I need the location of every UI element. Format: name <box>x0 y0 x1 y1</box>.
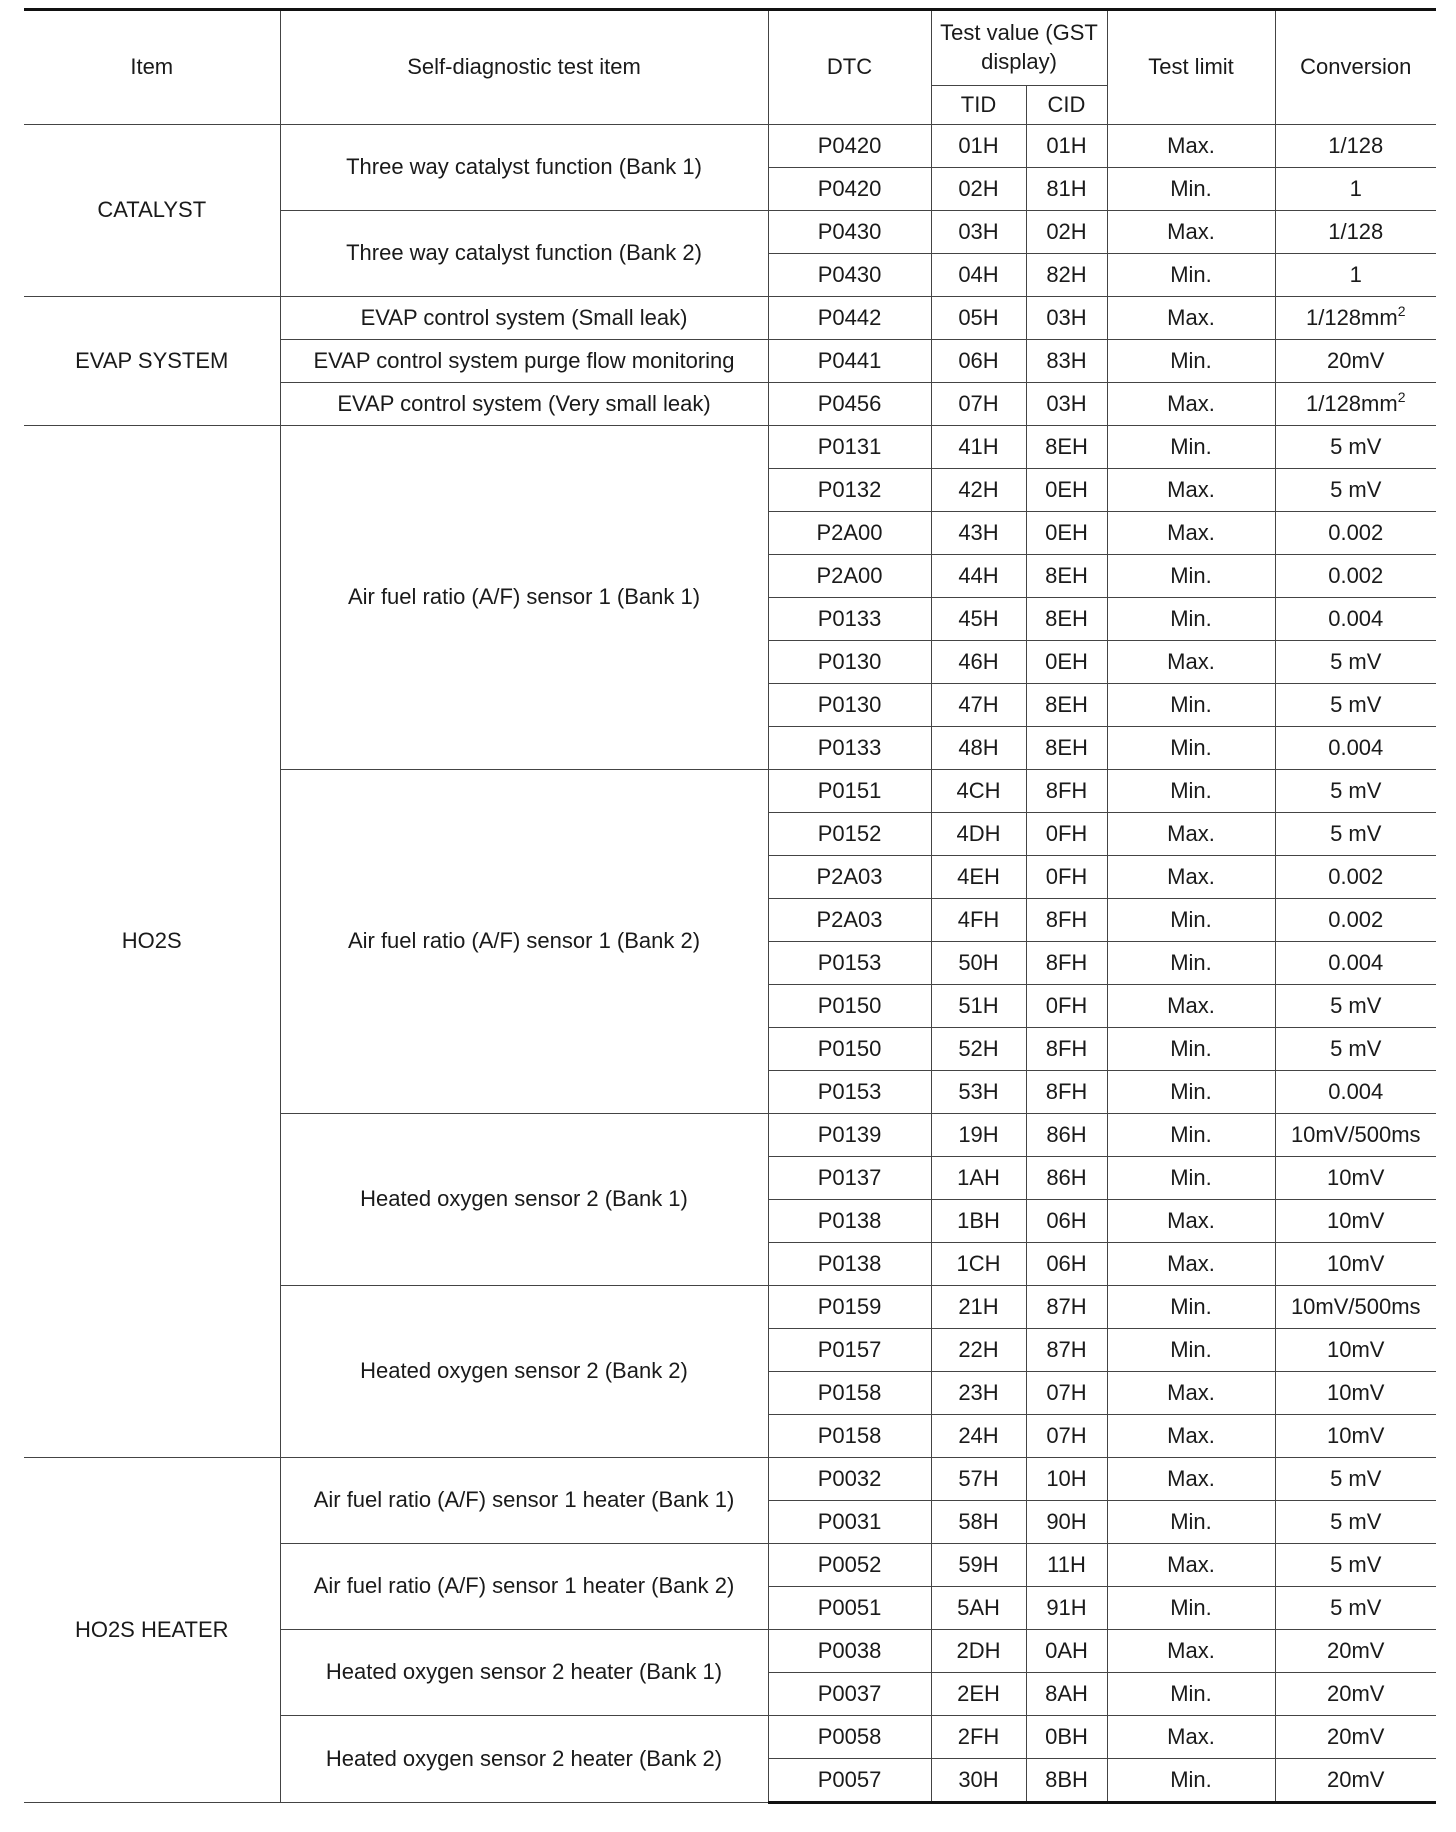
dtc-cell: P2A03 <box>768 899 931 942</box>
test-item-cell: Air fuel ratio (A/F) sensor 1 (Bank 2) <box>280 770 768 1114</box>
tid-cell: 22H <box>931 1329 1026 1372</box>
conversion-cell <box>1275 1415 1436 1458</box>
cid-cell: 8AH <box>1026 1673 1107 1716</box>
cid-cell: 06H <box>1026 1243 1107 1286</box>
self-diagnostic-table <box>24 8 1436 1804</box>
tid-cell: 1AH <box>931 1157 1026 1200</box>
test-limit-cell: Min. <box>1107 1157 1275 1200</box>
tid-cell: 24H <box>931 1415 1026 1458</box>
cid-cell: 8FH <box>1026 942 1107 985</box>
tid-cell: 59H <box>931 1544 1026 1587</box>
dtc-cell: P2A00 <box>768 512 931 555</box>
test-item-cell: EVAP control system purge flow monitoring <box>280 340 768 383</box>
conversion-cell <box>1275 1458 1436 1501</box>
conversion-value: 5 mV <box>1330 992 1382 1018</box>
cid-cell: 8FH <box>1026 770 1107 813</box>
tid-cell: 04H <box>931 254 1026 297</box>
conversion-cell <box>1275 1372 1436 1415</box>
test-limit-cell: Min. <box>1107 942 1275 985</box>
test-limit-cell: Max. <box>1107 297 1275 340</box>
cid-cell: 8EH <box>1026 727 1107 770</box>
test-item-cell: EVAP control system (Small leak) <box>280 297 768 340</box>
conversion-cell <box>1275 985 1436 1028</box>
test-limit-cell: Max. <box>1107 1243 1275 1286</box>
dtc-cell: P0139 <box>768 1114 931 1157</box>
conversion-value: 1/128mm <box>1305 304 1398 330</box>
tid-cell: 46H <box>931 641 1026 684</box>
test-limit-cell: Min. <box>1107 1286 1275 1329</box>
dtc-cell: P0150 <box>768 985 931 1028</box>
conversion-value: 5 mV <box>1330 476 1382 502</box>
test-limit-cell: Max. <box>1107 125 1275 168</box>
test-limit-cell: Min. <box>1107 1071 1275 1114</box>
dtc-cell: P0153 <box>768 1071 931 1114</box>
conversion-value: 5 mV <box>1330 433 1382 459</box>
cid-cell: 11H <box>1026 1544 1107 1587</box>
conversion-value: 5 mV <box>1330 1508 1382 1534</box>
test-limit-cell: Min. <box>1107 684 1275 727</box>
dtc-cell: P0130 <box>768 684 931 727</box>
cid-cell: 03H <box>1026 297 1107 340</box>
conversion-cell <box>1275 383 1436 426</box>
cid-cell: 01H <box>1026 125 1107 168</box>
header-test-value: Test value (GST display) <box>931 10 1107 86</box>
cid-cell: 0FH <box>1026 856 1107 899</box>
cid-cell: 8EH <box>1026 598 1107 641</box>
conversion-value: 5 mV <box>1330 820 1382 846</box>
cid-cell: 8EH <box>1026 684 1107 727</box>
cid-cell: 87H <box>1026 1329 1107 1372</box>
conversion-cell <box>1275 211 1436 254</box>
test-limit-cell: Max. <box>1107 813 1275 856</box>
conversion-cell <box>1275 727 1436 770</box>
conversion-cell <box>1275 555 1436 598</box>
dtc-cell: P0133 <box>768 727 931 770</box>
conversion-cell <box>1275 1716 1436 1759</box>
test-limit-cell: Min. <box>1107 426 1275 469</box>
cid-cell: 8FH <box>1026 899 1107 942</box>
conversion-cell <box>1275 942 1436 985</box>
conversion-value: 0.002 <box>1328 519 1384 545</box>
cid-cell: 91H <box>1026 1587 1107 1630</box>
test-item-cell: Heated oxygen sensor 2 (Bank 2) <box>280 1286 768 1458</box>
cid-cell: 8BH <box>1026 1759 1107 1803</box>
tid-cell: 41H <box>931 426 1026 469</box>
cid-cell: 0FH <box>1026 813 1107 856</box>
cid-cell: 87H <box>1026 1286 1107 1329</box>
tid-cell: 23H <box>931 1372 1026 1415</box>
tid-cell: 42H <box>931 469 1026 512</box>
cid-cell: 83H <box>1026 340 1107 383</box>
dtc-cell: P0151 <box>768 770 931 813</box>
test-limit-cell: Max. <box>1107 1458 1275 1501</box>
tid-cell: 2FH <box>931 1716 1026 1759</box>
table-row <box>24 1458 1436 1501</box>
item-cell: EVAP SYSTEM <box>24 297 280 426</box>
conversion-value: 1 <box>1349 175 1362 201</box>
dtc-cell: P0037 <box>768 1673 931 1716</box>
dtc-cell: P0038 <box>768 1630 931 1673</box>
dtc-cell: P0051 <box>768 1587 931 1630</box>
dtc-cell: P0138 <box>768 1243 931 1286</box>
cid-cell: 07H <box>1026 1415 1107 1458</box>
tid-cell: 1CH <box>931 1243 1026 1286</box>
conversion-exponent: 2 <box>1397 302 1406 319</box>
conversion-cell <box>1275 426 1436 469</box>
tid-cell: 2EH <box>931 1673 1026 1716</box>
tid-cell: 53H <box>931 1071 1026 1114</box>
cid-cell: 02H <box>1026 211 1107 254</box>
table-row <box>24 125 1436 168</box>
tid-cell: 21H <box>931 1286 1026 1329</box>
test-item-cell: Three way catalyst function (Bank 2) <box>280 211 768 297</box>
conversion-cell <box>1275 340 1436 383</box>
dtc-cell: P0157 <box>768 1329 931 1372</box>
test-limit-cell: Min. <box>1107 1587 1275 1630</box>
dtc-cell: P0420 <box>768 168 931 211</box>
test-limit-cell: Min. <box>1107 598 1275 641</box>
conversion-cell <box>1275 512 1436 555</box>
header-item: Item <box>24 10 280 125</box>
cid-cell: 10H <box>1026 1458 1107 1501</box>
conversion-value: 10mV <box>1327 1336 1385 1362</box>
tid-cell: 07H <box>931 383 1026 426</box>
conversion-value: 0.002 <box>1328 562 1384 588</box>
tid-cell: 5AH <box>931 1587 1026 1630</box>
test-limit-cell: Min. <box>1107 1673 1275 1716</box>
cid-cell: 81H <box>1026 168 1107 211</box>
item-cell: HO2S <box>24 426 280 1458</box>
tid-cell: 4FH <box>931 899 1026 942</box>
cid-cell: 8EH <box>1026 426 1107 469</box>
test-item-cell: Air fuel ratio (A/F) sensor 1 heater (Bank 2) <box>280 1544 768 1630</box>
conversion-cell <box>1275 469 1436 512</box>
dtc-cell: P0158 <box>768 1372 931 1415</box>
conversion-cell <box>1275 168 1436 211</box>
conversion-cell <box>1275 125 1436 168</box>
conversion-cell <box>1275 1544 1436 1587</box>
cid-cell: 0EH <box>1026 469 1107 512</box>
conversion-value: 20mV <box>1327 347 1385 373</box>
dtc-cell: P0058 <box>768 1716 931 1759</box>
test-limit-cell: Min. <box>1107 340 1275 383</box>
test-limit-cell: Max. <box>1107 856 1275 899</box>
conversion-cell <box>1275 684 1436 727</box>
test-limit-cell: Max. <box>1107 469 1275 512</box>
cid-cell: 82H <box>1026 254 1107 297</box>
conversion-cell <box>1275 254 1436 297</box>
test-limit-cell: Min. <box>1107 254 1275 297</box>
tid-cell: 01H <box>931 125 1026 168</box>
header-test-item: Self-diagnostic test item <box>280 10 768 125</box>
tid-cell: 58H <box>931 1501 1026 1544</box>
header-row <box>24 10 1436 86</box>
dtc-cell: P0131 <box>768 426 931 469</box>
conversion-cell <box>1275 1501 1436 1544</box>
tid-cell: 4CH <box>931 770 1026 813</box>
test-item-cell: Heated oxygen sensor 2 heater (Bank 1) <box>280 1630 768 1716</box>
conversion-value: 10mV <box>1327 1250 1385 1276</box>
test-limit-cell: Max. <box>1107 1200 1275 1243</box>
tid-cell: 43H <box>931 512 1026 555</box>
conversion-cell <box>1275 1329 1436 1372</box>
test-limit-cell: Min. <box>1107 168 1275 211</box>
diagnostic-table-sheet <box>24 8 1436 1804</box>
test-limit-cell: Max. <box>1107 985 1275 1028</box>
conversion-value: 0.002 <box>1328 863 1384 889</box>
dtc-cell: P2A03 <box>768 856 931 899</box>
tid-cell: 2DH <box>931 1630 1026 1673</box>
table-row <box>24 426 1436 469</box>
conversion-cell <box>1275 1630 1436 1673</box>
dtc-cell: P0430 <box>768 254 931 297</box>
conversion-cell <box>1275 1071 1436 1114</box>
cid-cell: 90H <box>1026 1501 1107 1544</box>
test-limit-cell: Min. <box>1107 899 1275 942</box>
dtc-cell: P0032 <box>768 1458 931 1501</box>
conversion-value: 0.002 <box>1328 906 1384 932</box>
test-item-cell: Three way catalyst function (Bank 1) <box>280 125 768 211</box>
tid-cell: 02H <box>931 168 1026 211</box>
conversion-cell <box>1275 1200 1436 1243</box>
dtc-cell: P0441 <box>768 340 931 383</box>
conversion-cell <box>1275 1114 1436 1157</box>
test-limit-cell: Max. <box>1107 1415 1275 1458</box>
dtc-cell: P0430 <box>768 211 931 254</box>
cid-cell: 0EH <box>1026 512 1107 555</box>
tid-cell: 57H <box>931 1458 1026 1501</box>
conversion-value: 10mV/500ms <box>1290 1293 1421 1319</box>
cid-cell: 8FH <box>1026 1028 1107 1071</box>
dtc-cell: P0158 <box>768 1415 931 1458</box>
conversion-value: 20mV <box>1327 1723 1385 1749</box>
dtc-cell: P0456 <box>768 383 931 426</box>
conversion-value: 1/128 <box>1328 132 1384 158</box>
test-limit-cell: Max. <box>1107 383 1275 426</box>
dtc-cell: P0153 <box>768 942 931 985</box>
dtc-cell: P0052 <box>768 1544 931 1587</box>
tid-cell: 50H <box>931 942 1026 985</box>
dtc-cell: P0420 <box>768 125 931 168</box>
cid-cell: 03H <box>1026 383 1107 426</box>
item-cell: CATALYST <box>24 125 280 297</box>
test-limit-cell: Min. <box>1107 770 1275 813</box>
cid-cell: 0EH <box>1026 641 1107 684</box>
test-limit-cell: Min. <box>1107 1501 1275 1544</box>
tid-cell: 4DH <box>931 813 1026 856</box>
header-conversion: Conversion <box>1275 10 1436 125</box>
cid-cell: 0AH <box>1026 1630 1107 1673</box>
conversion-cell <box>1275 813 1436 856</box>
dtc-cell: P0137 <box>768 1157 931 1200</box>
conversion-value: 0.004 <box>1328 734 1384 760</box>
test-limit-cell: Min. <box>1107 1028 1275 1071</box>
dtc-cell: P0138 <box>768 1200 931 1243</box>
conversion-value: 5 mV <box>1330 1594 1382 1620</box>
test-limit-cell: Max. <box>1107 211 1275 254</box>
conversion-value: 5 mV <box>1330 691 1382 717</box>
conversion-value: 20mV <box>1327 1680 1385 1706</box>
header-tid: TID <box>931 86 1026 125</box>
conversion-exponent: 2 <box>1397 388 1406 405</box>
dtc-cell: P2A00 <box>768 555 931 598</box>
tid-cell: 19H <box>931 1114 1026 1157</box>
test-limit-cell: Max. <box>1107 1630 1275 1673</box>
conversion-value: 5 mV <box>1330 1465 1382 1491</box>
dtc-cell: P0057 <box>768 1759 931 1803</box>
test-limit-cell: Min. <box>1107 1114 1275 1157</box>
conversion-value: 10mV <box>1327 1422 1385 1448</box>
conversion-value: 5 mV <box>1330 1551 1382 1577</box>
conversion-cell <box>1275 1157 1436 1200</box>
cid-cell: 8EH <box>1026 555 1107 598</box>
tid-cell: 05H <box>931 297 1026 340</box>
test-item-cell: Heated oxygen sensor 2 (Bank 1) <box>280 1114 768 1286</box>
test-limit-cell: Max. <box>1107 1372 1275 1415</box>
test-item-cell: Heated oxygen sensor 2 heater (Bank 2) <box>280 1716 768 1803</box>
conversion-cell <box>1275 598 1436 641</box>
header-dtc: DTC <box>768 10 931 125</box>
header-test-limit: Test limit <box>1107 10 1275 125</box>
conversion-cell <box>1275 1587 1436 1630</box>
dtc-cell: P0133 <box>768 598 931 641</box>
conversion-value: 20mV <box>1327 1637 1385 1663</box>
tid-cell: 52H <box>931 1028 1026 1071</box>
tid-cell: 45H <box>931 598 1026 641</box>
conversion-value: 1/128 <box>1328 218 1384 244</box>
test-item-cell: EVAP control system (Very small leak) <box>280 383 768 426</box>
conversion-value: 20mV <box>1327 1766 1385 1792</box>
conversion-value: 1 <box>1349 261 1362 287</box>
tid-cell: 44H <box>931 555 1026 598</box>
table-row <box>24 297 1436 340</box>
test-limit-cell: Max. <box>1107 641 1275 684</box>
dtc-cell: P0152 <box>768 813 931 856</box>
test-limit-cell: Min. <box>1107 1759 1275 1803</box>
conversion-cell <box>1275 297 1436 340</box>
conversion-cell <box>1275 1028 1436 1071</box>
conversion-value: 10mV <box>1327 1164 1385 1190</box>
conversion-value: 10mV <box>1327 1379 1385 1405</box>
tid-cell: 03H <box>931 211 1026 254</box>
cid-cell: 8FH <box>1026 1071 1107 1114</box>
conversion-value: 10mV <box>1327 1207 1385 1233</box>
cid-cell: 0FH <box>1026 985 1107 1028</box>
conversion-cell <box>1275 641 1436 684</box>
tid-cell: 51H <box>931 985 1026 1028</box>
conversion-value: 10mV/500ms <box>1290 1121 1421 1147</box>
conversion-value: 1/128mm <box>1305 390 1398 416</box>
cid-cell: 86H <box>1026 1157 1107 1200</box>
tid-cell: 4EH <box>931 856 1026 899</box>
conversion-cell <box>1275 770 1436 813</box>
conversion-value: 5 mV <box>1330 648 1382 674</box>
item-cell: HO2S HEATER <box>24 1458 280 1803</box>
test-limit-cell: Max. <box>1107 512 1275 555</box>
tid-cell: 30H <box>931 1759 1026 1803</box>
conversion-value: 0.004 <box>1328 605 1384 631</box>
conversion-cell <box>1275 1243 1436 1286</box>
dtc-cell: P0130 <box>768 641 931 684</box>
test-limit-cell: Min. <box>1107 555 1275 598</box>
conversion-cell <box>1275 1286 1436 1329</box>
conversion-value: 0.004 <box>1328 949 1384 975</box>
conversion-value: 5 mV <box>1330 1035 1382 1061</box>
tid-cell: 48H <box>931 727 1026 770</box>
cid-cell: 06H <box>1026 1200 1107 1243</box>
conversion-cell <box>1275 1759 1436 1803</box>
cid-cell: 07H <box>1026 1372 1107 1415</box>
test-limit-cell: Min. <box>1107 727 1275 770</box>
conversion-value: 5 mV <box>1330 777 1382 803</box>
dtc-cell: P0159 <box>768 1286 931 1329</box>
tid-cell: 06H <box>931 340 1026 383</box>
dtc-cell: P0132 <box>768 469 931 512</box>
dtc-cell: P0442 <box>768 297 931 340</box>
tid-cell: 1BH <box>931 1200 1026 1243</box>
conversion-cell <box>1275 856 1436 899</box>
table-body <box>24 125 1436 1803</box>
test-limit-cell: Max. <box>1107 1716 1275 1759</box>
cid-cell: 0BH <box>1026 1716 1107 1759</box>
dtc-cell: P0150 <box>768 1028 931 1071</box>
test-item-cell: Air fuel ratio (A/F) sensor 1 (Bank 1) <box>280 426 768 770</box>
conversion-cell <box>1275 899 1436 942</box>
dtc-cell: P0031 <box>768 1501 931 1544</box>
header-cid: CID <box>1026 86 1107 125</box>
test-item-cell: Air fuel ratio (A/F) sensor 1 heater (Bank 1) <box>280 1458 768 1544</box>
conversion-value: 0.004 <box>1328 1078 1384 1104</box>
test-limit-cell: Min. <box>1107 1329 1275 1372</box>
cid-cell: 86H <box>1026 1114 1107 1157</box>
test-limit-cell: Max. <box>1107 1544 1275 1587</box>
tid-cell: 47H <box>931 684 1026 727</box>
conversion-cell <box>1275 1673 1436 1716</box>
